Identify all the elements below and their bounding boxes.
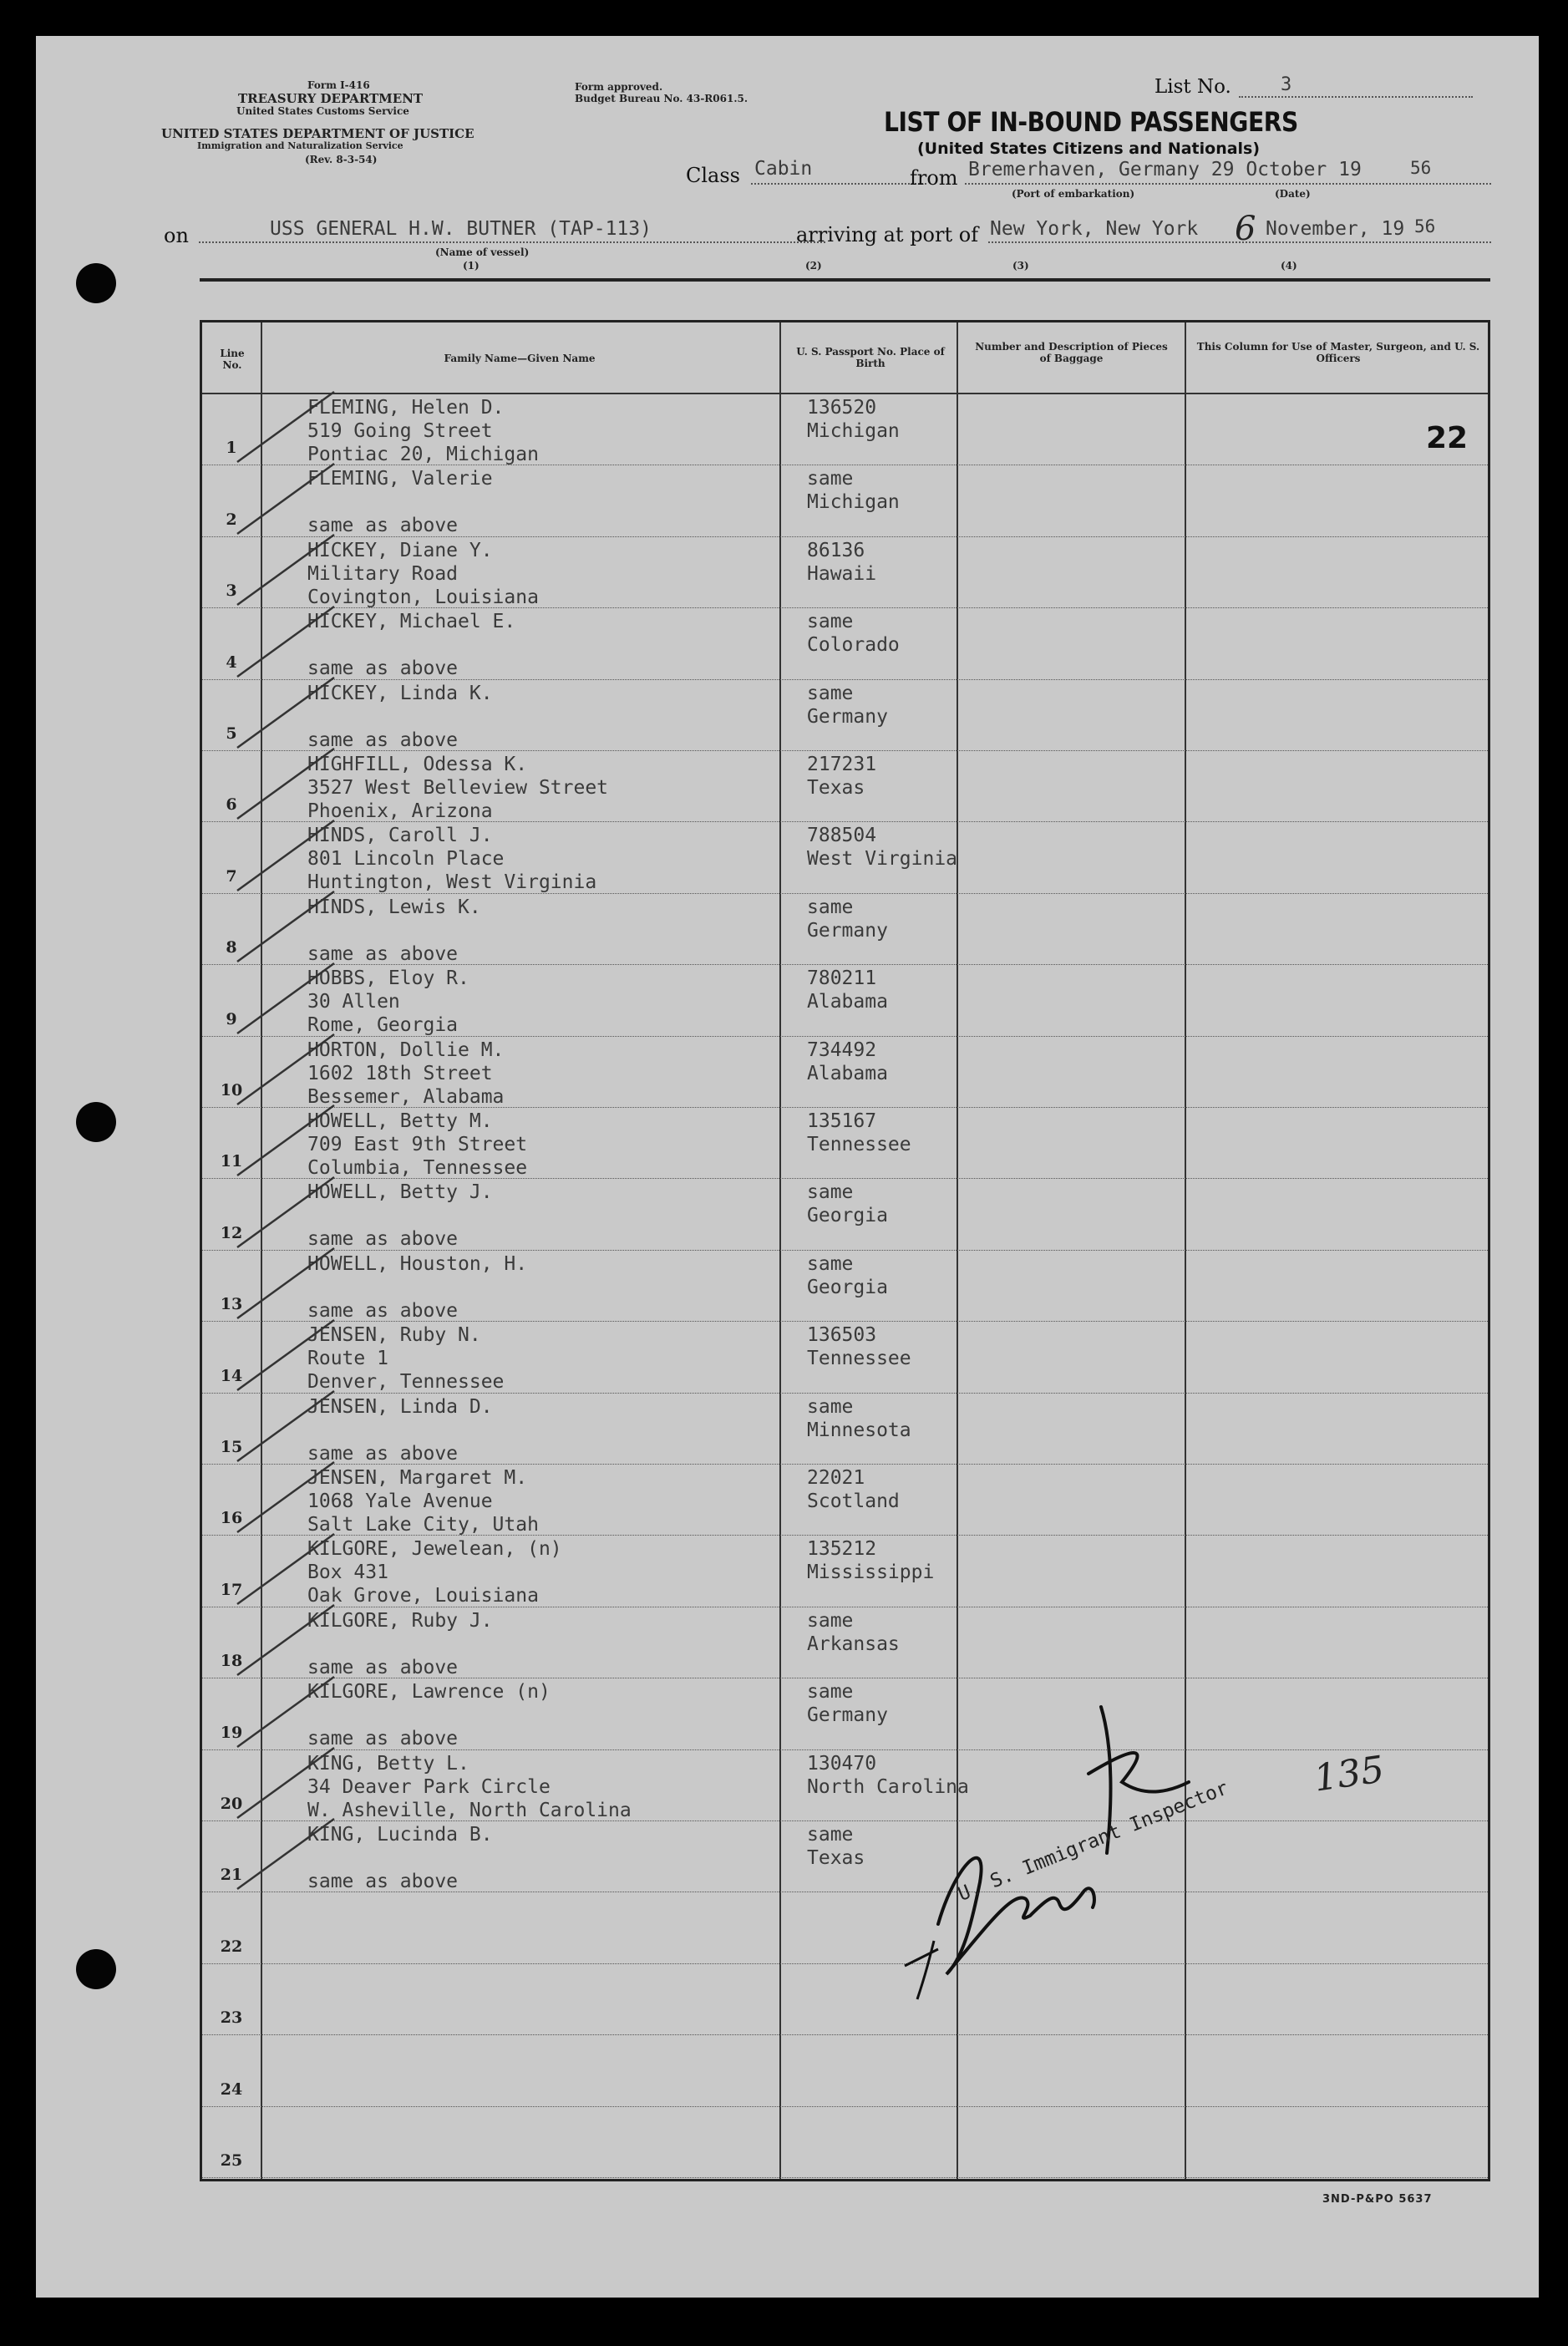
row-line-number: 12	[220, 1223, 243, 1242]
check-mark-icon	[236, 603, 336, 678]
row-line-number: 21	[220, 1866, 243, 1885]
vessel-name: USS GENERAL H.W. BUTNER (TAP-113)	[270, 218, 652, 240]
vessel-caption: (Name of vessel)	[435, 246, 530, 258]
check-mark-icon	[236, 460, 336, 536]
check-mark-icon	[236, 1388, 336, 1463]
passenger-name-address: HIGHFILL, Odessa K. 3527 West Belleview Street Phoenix, Arizona	[307, 754, 609, 822]
check-mark-icon	[236, 1317, 336, 1392]
passport-birthplace: 130470 North Carolina	[807, 1752, 969, 1798]
passenger-name-address: HINDS, Caroll J. 801 Lincoln Place Huntington, West Virginia	[307, 825, 597, 894]
passport-birthplace: 734492 Alabama	[807, 1038, 888, 1084]
table-row	[202, 1821, 1488, 1892]
class-label: Class	[686, 164, 740, 187]
row-line-number: 20	[220, 1794, 243, 1813]
passport-birthplace: same Germany	[807, 682, 888, 728]
table-row	[202, 394, 1488, 465]
table-row	[202, 1536, 1488, 1607]
passenger-name-address: HOWELL, Houston, H. same as above	[307, 1252, 528, 1322]
row-line-number: 14	[220, 1366, 243, 1385]
handwritten-count: 135	[1311, 1748, 1388, 1800]
passport-birthplace: same Georgia	[807, 1252, 888, 1298]
passport-birthplace: 136520 Michigan	[807, 397, 900, 442]
row-line-number: 7	[226, 866, 237, 886]
check-mark-icon	[236, 1031, 336, 1106]
row-line-number: 6	[226, 795, 237, 815]
form-approved: Form approved.	[575, 81, 663, 93]
passport-birthplace: 780211 Alabama	[807, 967, 888, 1013]
date-caption: (Date)	[1275, 188, 1311, 200]
row-line-number: 22	[220, 1937, 243, 1956]
row-line-number: 23	[220, 2008, 243, 2028]
passenger-name-address: JENSEN, Ruby N. Route 1 Denver, Tennessee	[307, 1324, 505, 1394]
check-mark-icon	[236, 1744, 336, 1820]
col-num-3: (3)	[1012, 260, 1029, 272]
punch-hole-bottom	[76, 1949, 116, 1989]
passenger-name-address: KILGORE, Jewelean, (n) Box 431 Oak Grove, Louisiana	[307, 1538, 562, 1607]
list-no-line	[1239, 96, 1473, 98]
ins-service: Immigration and Naturalization Service	[197, 140, 403, 151]
row-line-number: 13	[220, 1295, 243, 1314]
inspector-stamp: U. S. Immigrant Inspector	[955, 1777, 1231, 1906]
table-row	[202, 465, 1488, 536]
row-line-number: 25	[220, 2150, 243, 2170]
arrival-date: November, 19	[1266, 218, 1405, 240]
row-line-number: 1	[226, 439, 237, 458]
passenger-name-address: FLEMING, Helen D. 519 Going Street Pontiac 20, Michigan	[307, 397, 539, 465]
table-row	[202, 894, 1488, 965]
passport-birthplace: 86136 Hawaii	[807, 539, 877, 585]
header-line-no: Line No.	[220, 348, 245, 371]
table-row	[202, 965, 1488, 1036]
passport-birthplace: same Arkansas	[807, 1609, 900, 1655]
passenger-name-address: HICKEY, Linda K. same as above	[307, 682, 493, 751]
passport-birthplace: 217231 Texas	[807, 754, 877, 799]
table-row	[202, 1678, 1488, 1749]
arrival-port: New York, New York	[990, 218, 1199, 240]
form-sheet	[36, 36, 1539, 2298]
row-line-number: 17	[220, 1580, 243, 1599]
row-line-number: 8	[226, 938, 237, 957]
table-row	[202, 2107, 1488, 2178]
table-row	[202, 1465, 1488, 1536]
budget-bureau: Budget Bureau No. 43-R061.5.	[575, 93, 748, 104]
check-mark-icon	[236, 960, 336, 1035]
check-mark-icon	[236, 1531, 336, 1606]
passport-birthplace: 135212 Mississippi	[807, 1538, 935, 1584]
punch-hole-middle	[76, 1102, 116, 1142]
passport-birthplace: same Minnesota	[807, 1395, 911, 1441]
check-mark-icon	[236, 1245, 336, 1320]
col-num-4: (4)	[1281, 260, 1297, 272]
on-label: on	[164, 224, 189, 247]
row-line-number: 4	[226, 653, 237, 672]
footer-code: 3ND-P&PO 5637	[1322, 2193, 1433, 2206]
passenger-name-address: JENSEN, Linda D. same as above	[307, 1395, 493, 1465]
list-no-value: 3	[1281, 74, 1292, 95]
form-subtitle: (United States Citizens and Nationals)	[917, 140, 1261, 158]
passenger-name-address: HORTON, Dollie M. 1602 18th Street Bessemer, Alabama	[307, 1038, 505, 1108]
header-officers: This Column for Use of Master, Surgeon, and U. S. Officers	[1196, 341, 1480, 364]
passenger-name-address: HOBBS, Eloy R. 30 Allen Rome, Georgia	[307, 967, 469, 1037]
header-baggage: Number and Description of Pieces of Baggage	[975, 341, 1168, 364]
justice-dept: UNITED STATES DEPARTMENT OF JUSTICE	[161, 126, 474, 141]
check-mark-icon	[236, 817, 336, 892]
passenger-name-address: HINDS, Lewis K. same as above	[307, 896, 481, 965]
table-row	[202, 1322, 1488, 1393]
check-mark-icon	[236, 531, 336, 607]
row-line-number: 9	[226, 1009, 237, 1028]
table-row	[202, 1750, 1488, 1821]
table-row	[202, 2035, 1488, 2106]
passenger-name-address: KING, Lucinda B. same as above	[307, 1824, 493, 1892]
col-num-1: (1)	[463, 260, 480, 272]
row-line-number: 5	[226, 724, 237, 743]
passport-birthplace: same Georgia	[807, 1181, 888, 1227]
port-embark-caption: (Port of embarkation)	[1012, 188, 1135, 200]
embarkation-value: Bremerhaven, Germany 29 October 19	[968, 159, 1362, 180]
table-row	[202, 1892, 1488, 1963]
table-row	[202, 1037, 1488, 1108]
row-line-number: 15	[220, 1437, 243, 1456]
table-row	[202, 1394, 1488, 1465]
check-mark-icon	[236, 745, 336, 820]
table-row	[202, 1607, 1488, 1678]
passenger-name-address: KILGORE, Lawrence (n) same as above	[307, 1681, 551, 1750]
passenger-name-address: KILGORE, Ruby J. same as above	[307, 1609, 493, 1678]
passenger-table	[200, 320, 1490, 2181]
check-mark-icon	[236, 1459, 336, 1534]
header-name: Family Name—Given Name	[444, 353, 596, 364]
passport-birthplace: same Germany	[807, 1681, 888, 1727]
passport-birthplace: same Michigan	[807, 468, 900, 514]
form-number: Form I-416	[307, 79, 370, 91]
table-row	[202, 537, 1488, 608]
table-row	[202, 680, 1488, 751]
arrival-day-handwritten: 6	[1235, 210, 1256, 248]
embarkation-year: 56	[1410, 158, 1432, 178]
class-line	[751, 183, 926, 185]
top-rule	[200, 278, 1490, 282]
table-row	[202, 608, 1488, 679]
revision: (Rev. 8-3-54)	[305, 154, 378, 165]
from-label: from	[910, 166, 958, 190]
arrival-year: 56	[1414, 216, 1436, 236]
treasury-dept: TREASURY DEPARTMENT	[238, 91, 424, 106]
passport-birthplace: 788504 West Virginia	[807, 825, 958, 871]
passenger-name-address: HOWELL, Betty J. same as above	[307, 1181, 493, 1251]
passenger-name-address: HOWELL, Betty M. 709 East 9th Street Columbia, Tennessee	[307, 1110, 528, 1179]
vessel-line	[199, 241, 825, 243]
passenger-name-address: KING, Betty L. 34 Deaver Park Circle W. Asheville, North Carolina	[307, 1752, 632, 1821]
customs-service: United States Customs Service	[236, 105, 409, 117]
check-mark-icon	[236, 1673, 336, 1749]
passport-birthplace: same Texas	[807, 1824, 865, 1869]
arriving-label: arriving at port of	[796, 223, 979, 246]
row-line-number: 24	[220, 2079, 243, 2099]
passport-birthplace: 136503 Tennessee	[807, 1324, 911, 1370]
row-rule	[202, 2177, 1488, 2178]
row-line-number: 18	[220, 1652, 243, 1671]
passport-birthplace: same Colorado	[807, 611, 900, 657]
check-mark-icon	[236, 674, 336, 749]
passenger-name-address: HICKEY, Michael E. same as above	[307, 611, 516, 680]
punch-hole-top	[76, 263, 116, 303]
table-row	[202, 751, 1488, 822]
from-line	[965, 183, 1491, 185]
passenger-name-address: JENSEN, Margaret M. 1068 Yale Avenue Salt Lake City, Utah	[307, 1467, 539, 1536]
passenger-name-address: FLEMING, Valerie same as above	[307, 468, 493, 537]
page-count-mark: 22	[1426, 421, 1469, 455]
row-line-number: 19	[220, 1723, 243, 1742]
passport-birthplace: 135167 Tennessee	[807, 1110, 911, 1155]
check-mark-icon	[236, 388, 336, 464]
passport-birthplace: 22021 Scotland	[807, 1467, 900, 1512]
table-row	[202, 1179, 1488, 1250]
class-value: Cabin	[754, 158, 813, 180]
form-title: LIST OF IN-BOUND PASSENGERS	[884, 106, 1298, 138]
passport-birthplace: same Germany	[807, 896, 888, 942]
table-row	[202, 1108, 1488, 1179]
table-row	[202, 1251, 1488, 1322]
col-num-2: (2)	[805, 260, 822, 272]
list-no-label: List No.	[1154, 76, 1231, 98]
check-mark-icon	[236, 1602, 336, 1677]
row-line-number: 16	[220, 1509, 243, 1528]
row-line-number: 3	[226, 581, 237, 601]
table-row	[202, 1964, 1488, 2035]
row-line-number: 10	[220, 1080, 243, 1099]
table-row	[202, 822, 1488, 893]
check-mark-icon	[236, 1174, 336, 1249]
arrival-line	[988, 241, 1491, 243]
passenger-name-address: HICKEY, Diane Y. Military Road Covington, Louisiana	[307, 539, 539, 608]
row-line-number: 2	[226, 510, 237, 529]
check-mark-icon	[236, 888, 336, 963]
check-mark-icon	[236, 1102, 336, 1177]
check-mark-icon	[236, 1815, 336, 1891]
header-passport: U. S. Passport No. Place of Birth	[796, 346, 945, 369]
row-line-number: 11	[220, 1152, 243, 1171]
